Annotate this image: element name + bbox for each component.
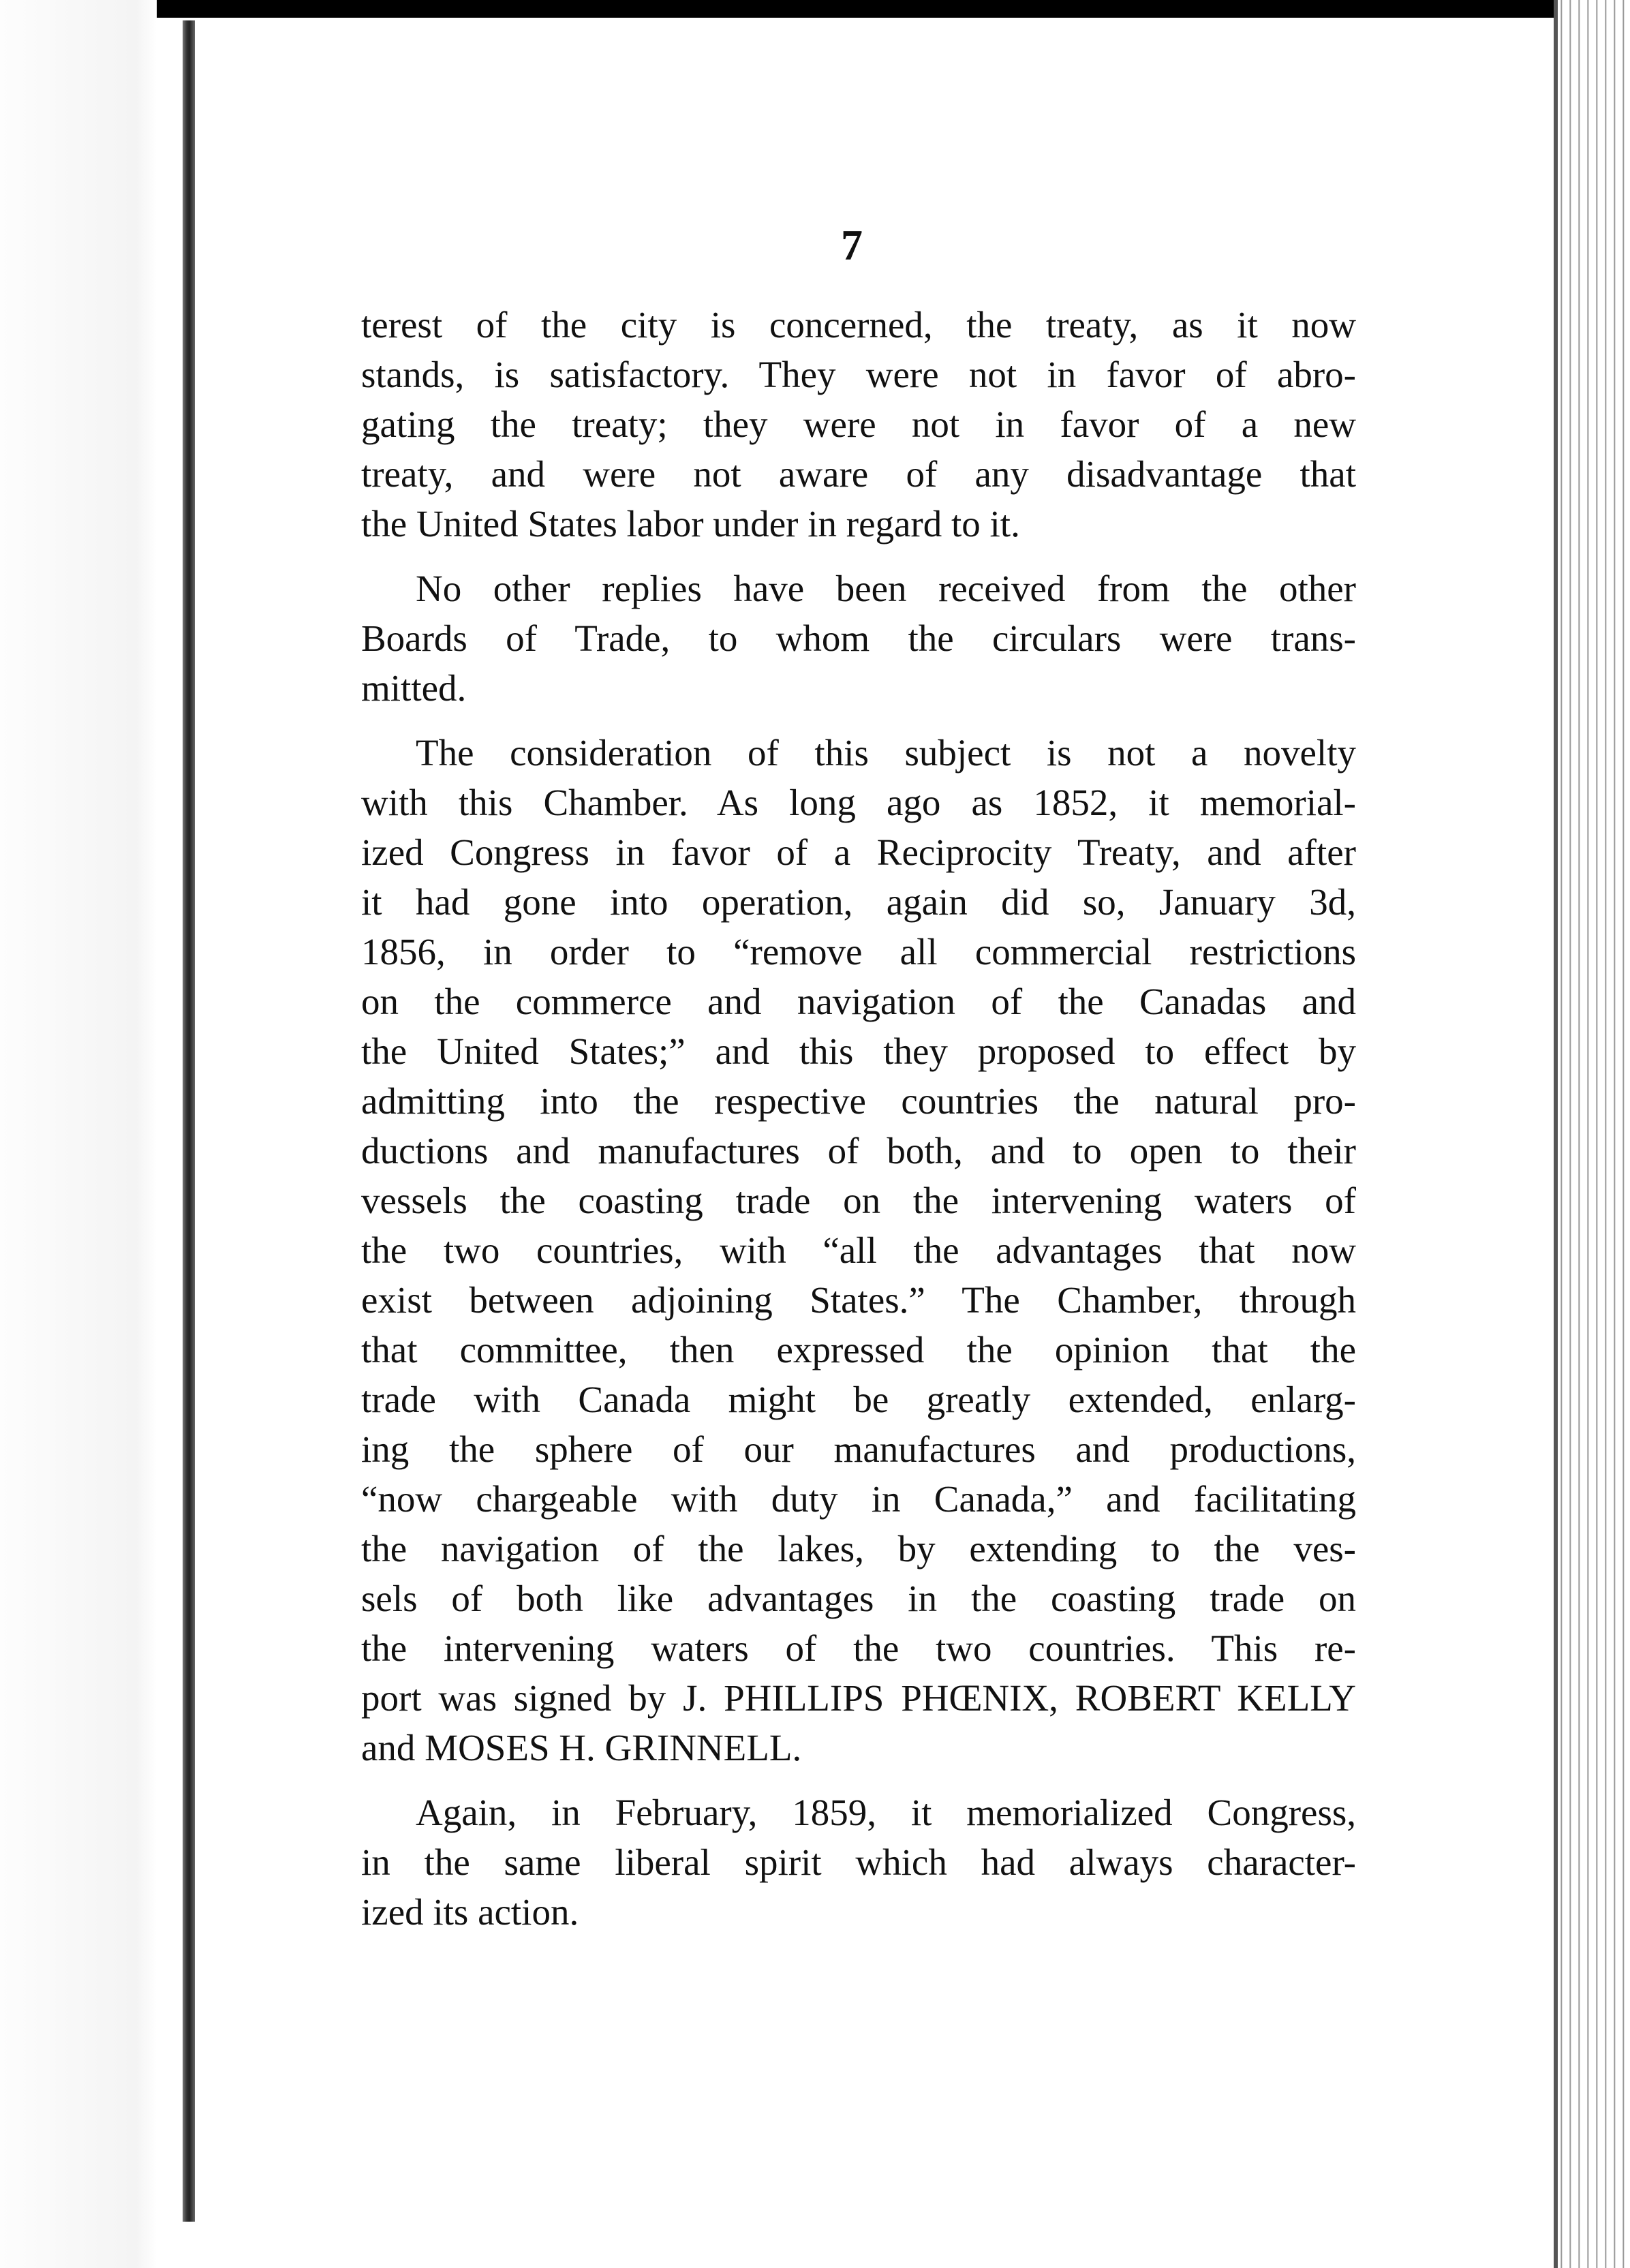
page-binding-shadow — [0, 0, 157, 2268]
text-line: 1856, in order to “remove all commercial restrictions — [361, 931, 1356, 972]
paragraph — [361, 728, 1356, 1773]
page-stack-edge — [1554, 0, 1630, 2268]
body-text — [361, 300, 1356, 1937]
text-line: the United States;” and this they proposed to effect by — [361, 1030, 1356, 1072]
text-line: ized its action. — [361, 1891, 579, 1933]
text-line: the intervening waters of the two countries. This re- — [361, 1627, 1356, 1669]
scan-top-edge — [0, 0, 1630, 18]
text-line: with this Chamber. As long ago as 1852, it memorial- — [361, 782, 1356, 823]
text-line: terest of the city is concerned, the treaty, as it now — [361, 304, 1356, 346]
page-binding-edge — [183, 20, 195, 2222]
text-line: the two countries, with “all the advantages that now — [361, 1229, 1356, 1271]
text-line: Boards of Trade, to whom the circulars were trans- — [361, 617, 1356, 659]
text-line: on the commerce and navigation of the Canadas and — [361, 981, 1356, 1022]
text-line: and MOSES H. GRINNELL. — [361, 1727, 802, 1768]
text-line: that committee, then expressed the opinion that the — [361, 1329, 1356, 1370]
text-line: “now chargeable with duty in Canada,” and facilitating — [361, 1478, 1356, 1520]
text-line: stands, is satisfactory. They were not in favor of abro- — [361, 354, 1356, 395]
page-stack-border — [1554, 0, 1558, 2268]
text-line: No other replies have been received from the other — [416, 568, 1356, 609]
text-line: Again, in February, 1859, it memorialized Congress, — [416, 1792, 1356, 1833]
text-line: vessels the coasting trade on the intervening waters of — [361, 1180, 1356, 1221]
text-line: gating the treaty; they were not in favor of a new — [361, 403, 1356, 445]
text-line: exist between adjoining States.” The Chamber, through — [361, 1279, 1356, 1321]
page-number: 7 — [841, 221, 863, 269]
text-line: treaty, and were not aware of any disadvantage that — [361, 453, 1356, 495]
text-line: the navigation of the lakes, by extending to the ves- — [361, 1528, 1356, 1569]
paragraph — [361, 1788, 1356, 1937]
text-line: port was signed by J. PHILLIPS PHŒNIX, ROBERT KELLY — [361, 1677, 1356, 1719]
text-line: sels of both like advantages in the coasting trade on — [361, 1578, 1356, 1619]
text-line: The consideration of this subject is not a novelty — [416, 732, 1356, 773]
text-line: ized Congress in favor of a Reciprocity Treaty, and after — [361, 831, 1356, 873]
text-line: in the same liberal spirit which had always character- — [361, 1841, 1356, 1883]
text-line: the United States labor under in regard to it. — [361, 503, 1020, 545]
text-line: ing the sphere of our manufactures and productions, — [361, 1428, 1356, 1470]
text-line: it had gone into operation, again did so, January 3d, — [361, 881, 1356, 923]
text-line: admitting into the respective countries the natural pro- — [361, 1080, 1356, 1122]
text-line: trade with Canada might be greatly extended, enlarg- — [361, 1379, 1356, 1420]
text-line: ductions and manufactures of both, and to open to their — [361, 1130, 1356, 1171]
paragraph — [361, 564, 1356, 713]
text-line: mitted. — [361, 667, 467, 709]
paragraph — [361, 300, 1356, 549]
